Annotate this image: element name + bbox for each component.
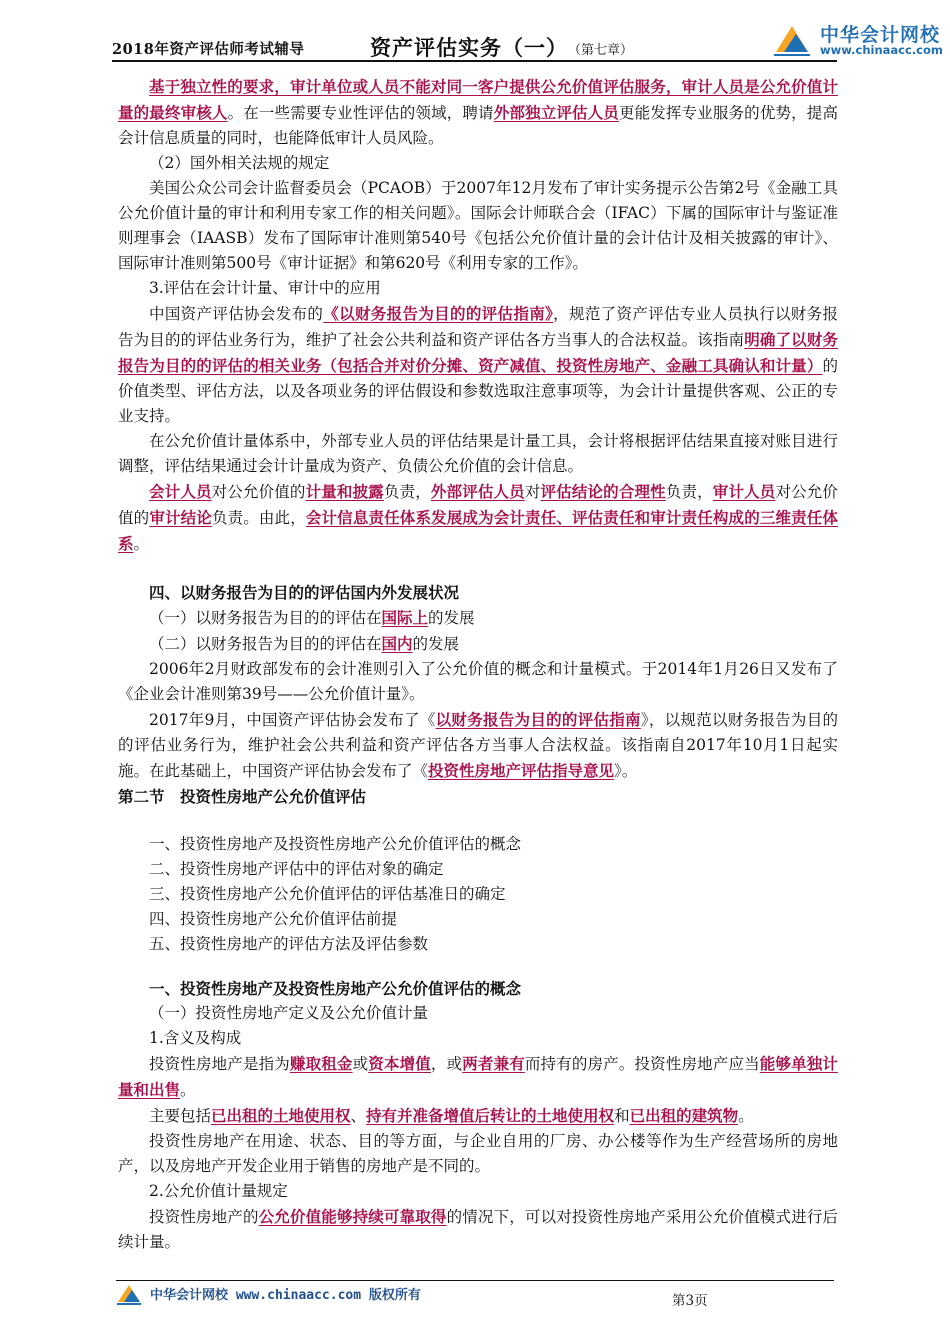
text: 。	[180, 1081, 196, 1099]
highlight: 审计结论	[149, 508, 212, 527]
text: 的价值类型、评估方法，以及各项业务的评估假设和参数选取注意事项等，为会计计量提供客观、公正的专业支持。	[118, 357, 838, 425]
text: 的发展	[412, 635, 460, 653]
text: 。	[133, 535, 150, 553]
text: 》。	[614, 762, 638, 780]
page-number: 第3页	[672, 1293, 708, 1309]
text: 负责，	[383, 483, 431, 501]
text: 而持有的房产。投资性房地产应当	[524, 1055, 760, 1073]
highlight: 公允价值能够持续可靠取得	[258, 1207, 447, 1226]
list-item	[118, 631, 838, 657]
brand-url: www.chinaacc.com	[820, 43, 943, 57]
brand-name: 中华会计网校	[820, 24, 941, 46]
highlight: 两者兼有	[462, 1054, 525, 1073]
footer-rule	[116, 1280, 834, 1281]
text: 主要包括	[149, 1107, 212, 1125]
text: 或	[352, 1055, 369, 1073]
section-heading: 一、投资性房地产及投资性房地产公允价值评估的概念	[149, 979, 522, 998]
text: 对公允价值的	[211, 483, 306, 501]
page-header	[112, 18, 943, 62]
paragraph: 美国公众公司会计监督委员会（PCAOB）于2007年12月发布了审计实务提示公告第2号《金融工具公允价值计量的审计和利用专家工作的相关问题》。国际会计师联合会（IFAC）下属的国际审计与鉴证准则理事会（IAASB）发布了国际审计准则第540号《包括公允价值计量的会计估计及相关披露的审计》、国际审计准则第500号《审计证据》和第620号《利用专家的工作》。	[118, 179, 838, 272]
text: （二）以财务报告为目的的评估在	[149, 635, 382, 653]
outline-item: 一、投资性房地产及投资性房地产公允价值评估的概念	[149, 835, 522, 853]
brand-logo-icon	[116, 1282, 142, 1306]
text: 、	[350, 1107, 367, 1125]
highlight: 外部评估人员	[430, 482, 525, 501]
paragraph	[118, 707, 838, 784]
text: ，规范了资产评估专业人员执行以财务报告为目的的评估业务行为，维护了社会公共利益和资产评估各方当事人的合法权益。该指南	[118, 305, 838, 349]
text: ，或	[430, 1055, 463, 1073]
highlight: 投资性房地产评估指导意见	[428, 761, 615, 780]
highlight: 外部独立评估人员	[493, 103, 619, 122]
paragraph: 2006年2月财政部发布的会计准则引入了公允价值的概念和计量模式。于2014年1月26日又发布了《企业会计准则第39号——公允价值计量》。	[118, 660, 838, 703]
highlight: 已出租的建筑物	[629, 1106, 739, 1125]
highlight: 持有并准备增值后转让的土地使用权	[366, 1106, 615, 1125]
text: 对	[524, 483, 541, 501]
spacer	[118, 809, 838, 832]
text: 投资性房地产是指为	[149, 1055, 290, 1073]
outline-item: 五、投资性房地产的评估方法及评估参数	[149, 935, 429, 953]
highlight: 基于独立性的要求，审计单位或人员不能对同一客户提供公允价值评估服务，审计人员是公允价值计量的最终审核人	[118, 77, 838, 122]
list-item	[118, 605, 838, 631]
text: 。	[738, 1107, 754, 1125]
section-heading: 四、以财务报告为目的的评估国内外发展状况	[149, 583, 460, 602]
brand-logo	[772, 18, 950, 58]
subheading: （2）国外相关法规的规定	[149, 154, 330, 172]
outline-item: 三、投资性房地产公允价值评估的评估基准日的确定	[149, 885, 506, 903]
highlight: 会计信息责任体系发展成为会计责任、评估责任和审计责任构成的三维责任体系	[118, 508, 838, 553]
text: 。在一些需要专业性评估的领域，聘请	[227, 104, 494, 122]
highlight: 赚取租金	[289, 1054, 353, 1073]
highlight: 国内	[381, 634, 413, 653]
paragraph	[118, 479, 838, 557]
book-title: 资产评估实务（一）	[370, 35, 568, 60]
paragraph	[118, 1204, 838, 1255]
document-body	[118, 74, 838, 1255]
text: 负责，	[665, 483, 713, 501]
paragraph	[118, 1103, 838, 1129]
highlight: 国际上	[381, 608, 429, 627]
paragraph: 投资性房地产在用途、状态、目的等方面，与企业自用的厂房、办公楼等作为生产经营场所的房地产，以及房地产开发企业用于销售的房地产是不同的。	[118, 1132, 838, 1175]
outline-item: 四、投资性房地产公允价值评估前提	[149, 910, 398, 928]
header-rule	[112, 60, 837, 62]
highlight: 明确了以财务报告为目的的评估的相关业务（包括合并对价分摊、资产减值、投资性房地产、金融工具确认和计量）	[118, 330, 838, 375]
text: 更能发挥专业服务的优势，提高会计信息质量的同时，也能降低审计人员风险。	[118, 104, 838, 147]
subheading: 3.评估在会计计量、审计中的应用	[149, 279, 381, 297]
copyright-text: 中华会计网校 www.chinaacc.com 版权所有	[150, 1288, 421, 1303]
highlight: 资本增值	[368, 1054, 431, 1073]
page-footer	[116, 1276, 836, 1312]
text: 中国资产评估协会发布的	[149, 305, 324, 323]
highlight: 以财务报告为目的的评估指南	[435, 710, 641, 729]
paragraph	[118, 1051, 838, 1103]
text: （一）以财务报告为目的的评估在	[149, 609, 382, 627]
section-title: 第二节 投资性房地产公允价值评估	[118, 787, 367, 806]
text: 投资性房地产的	[149, 1208, 259, 1226]
paragraph: 在公允价值计量体系中，外部专业人员的评估结果是计量工具，会计将根据评估结果直接对账目进行调整，评估结果通过会计计量成为资产、负债公允价值的会计信息。	[118, 432, 838, 475]
highlight: 评估结论的合理性	[540, 482, 666, 501]
paragraph	[118, 301, 838, 429]
exam-name: 2018年资产评估师考试辅导	[112, 41, 305, 58]
brand-logo-icon	[772, 22, 812, 56]
subheading: （一）投资性房地产定义及公允价值计量	[149, 1004, 429, 1022]
text: 负责。由此，	[211, 509, 306, 527]
text: 的发展	[428, 609, 475, 627]
text: 的情况下，可以对投资性房地产采用公允价值模式进行后续计量。	[118, 1208, 838, 1251]
chapter-label: （第七章）	[568, 43, 634, 58]
spacer	[118, 957, 838, 976]
highlight: 已出租的土地使用权	[211, 1106, 351, 1125]
highlight: 《以财务报告为目的的评估指南》	[323, 304, 554, 323]
highlight: 审计人员	[712, 482, 776, 501]
paragraph	[118, 74, 838, 151]
spacer	[118, 557, 838, 580]
subheading: 1.含义及构成	[149, 1029, 242, 1047]
text: 和	[614, 1107, 630, 1125]
highlight: 计量和披露	[305, 482, 384, 501]
text: 2017年9月，中国资产评估协会发布了《	[149, 711, 436, 729]
highlight: 能够单独计量和出售	[118, 1054, 838, 1099]
text: 对公允价值的	[118, 483, 838, 527]
outline-item: 二、投资性房地产评估中的评估对象的确定	[149, 860, 444, 878]
text: 》，以规范以财务报告为目的的评估业务行为，维护社会公共利益和资产评估各方当事人合法权益。该指南自2017年10月1日起实施。在此基础上，中国资产评估协会发布了《	[118, 711, 838, 780]
subheading: 2.公允价值计量规定	[149, 1182, 288, 1200]
highlight: 会计人员	[149, 482, 212, 501]
